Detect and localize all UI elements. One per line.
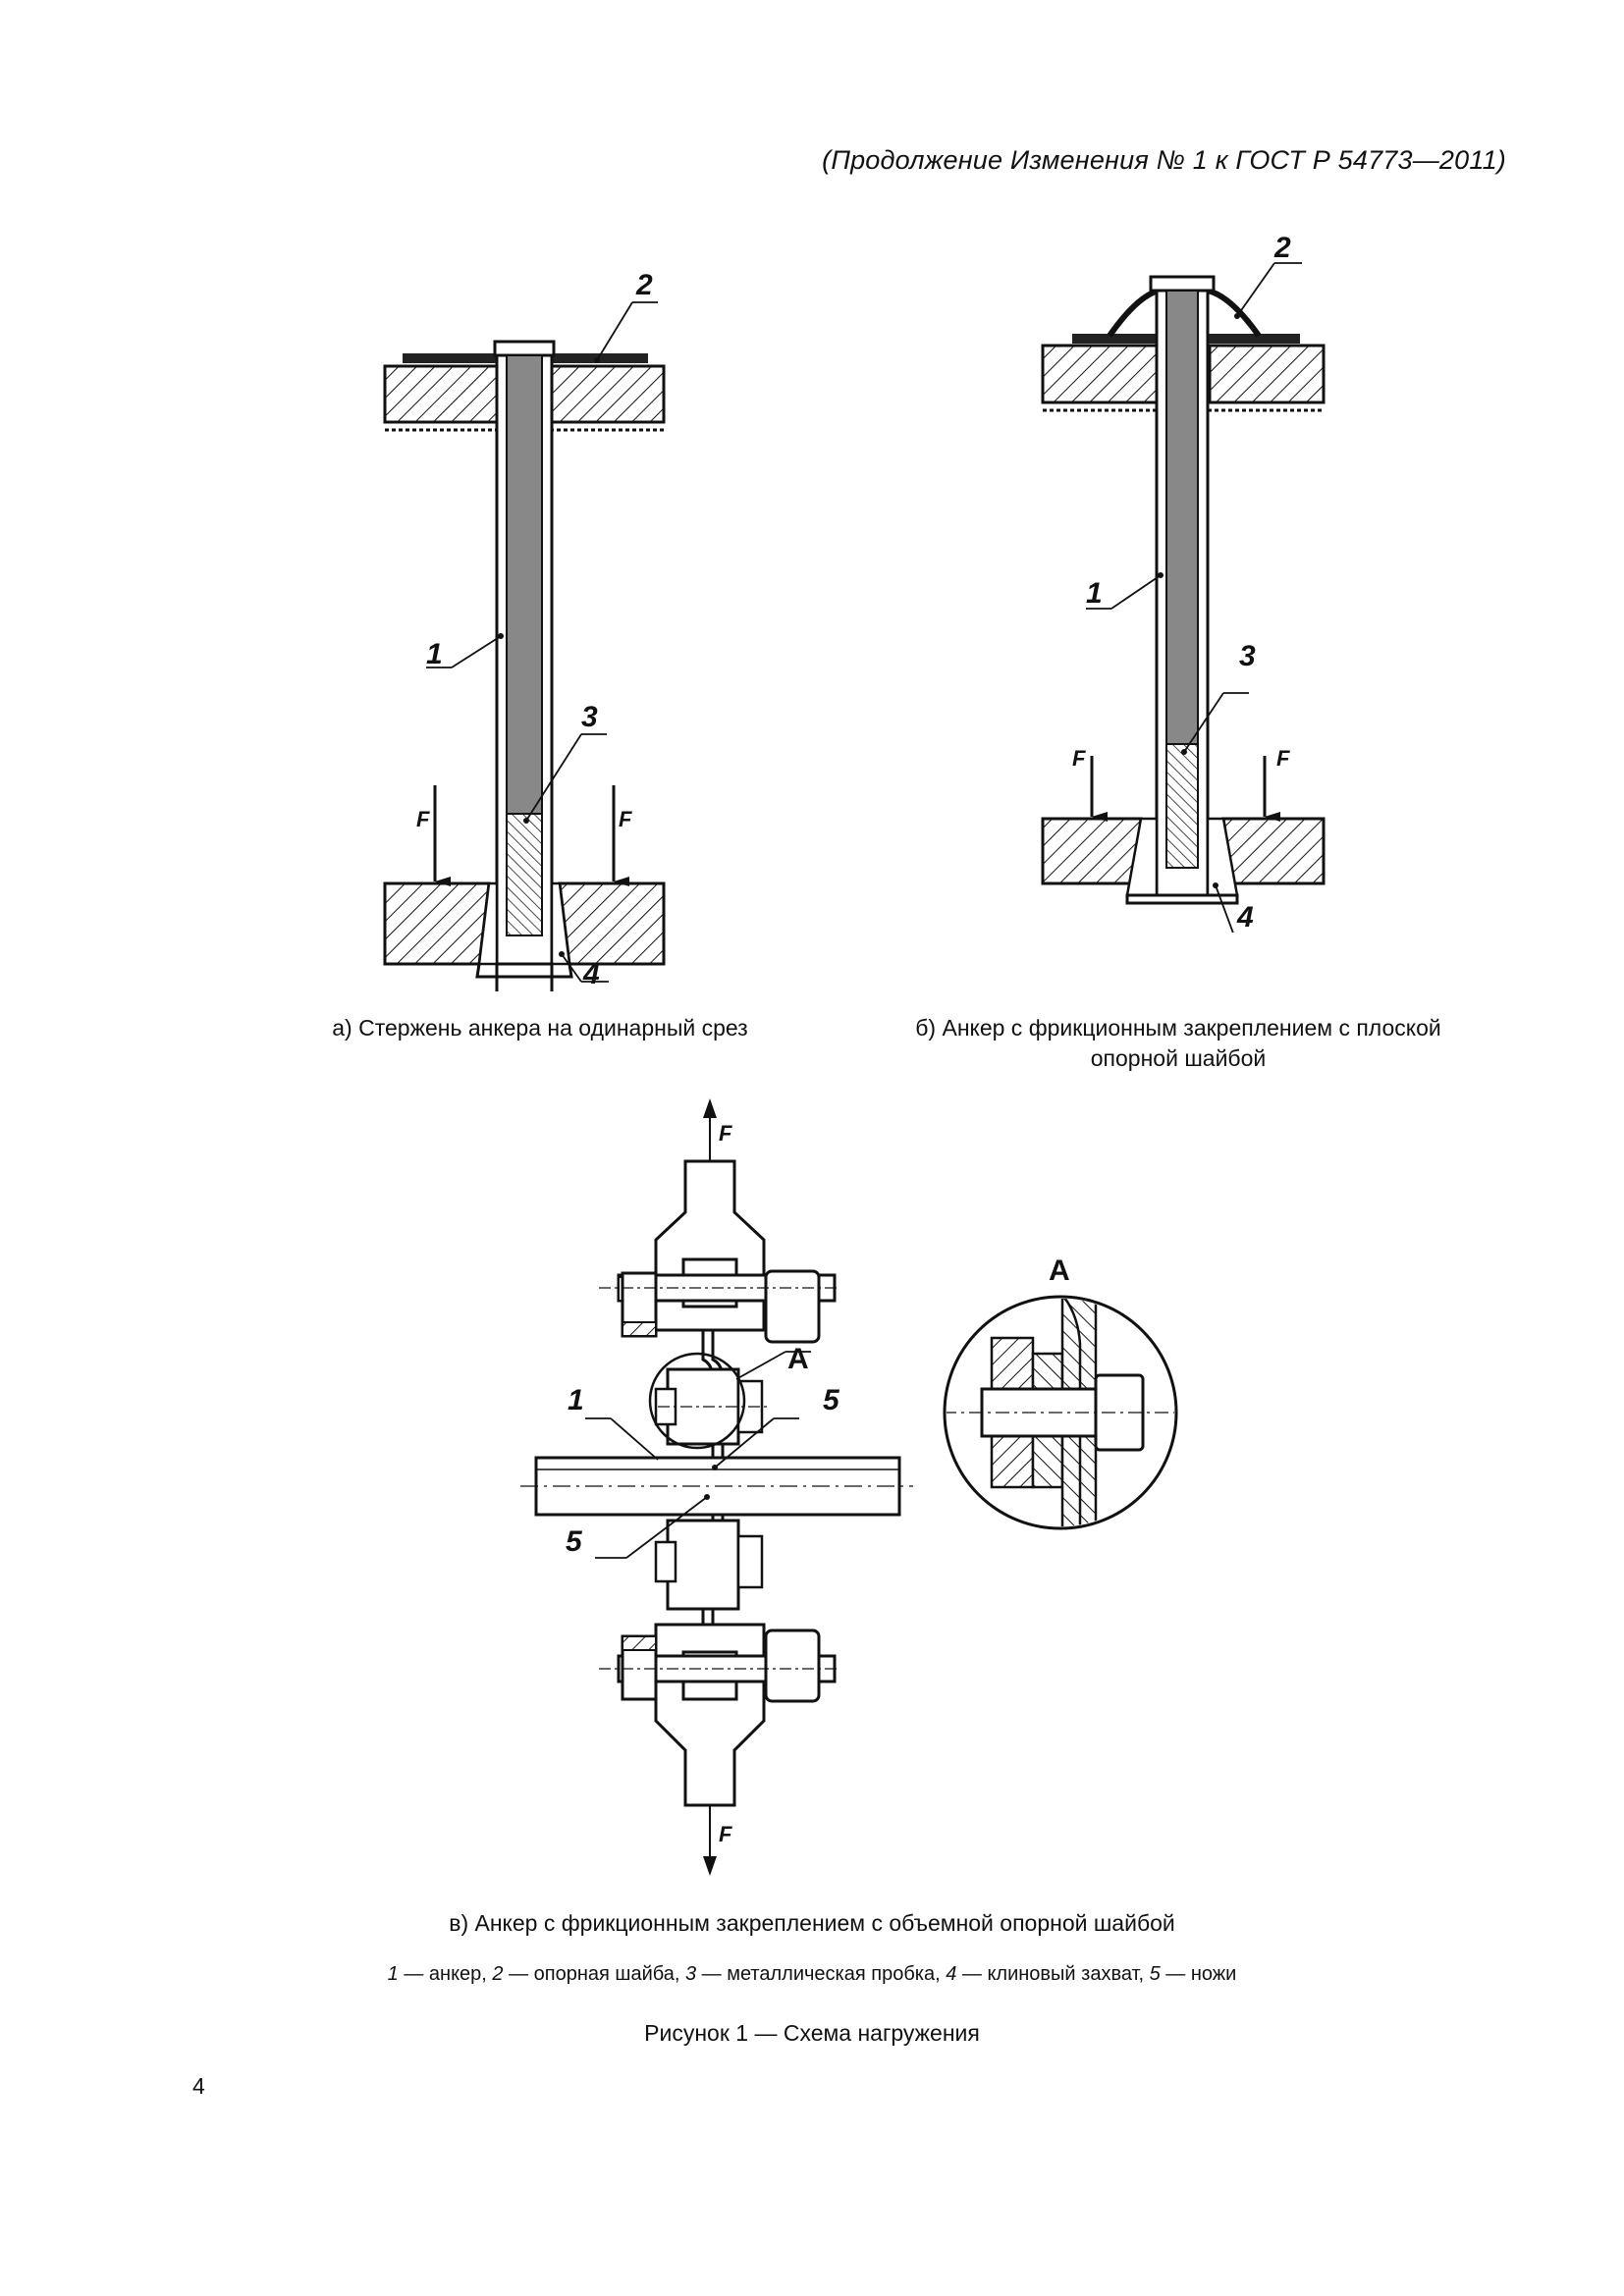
- bottom-plate: [385, 883, 489, 964]
- detail-label-a: А: [1049, 1255, 1070, 1287]
- figure-b-caption: [874, 1013, 1483, 1074]
- metal-plug: [1166, 744, 1198, 868]
- force-label: F: [416, 807, 430, 831]
- legend-num-3: 3: [684, 1963, 697, 1985]
- figure-c-drawing: [520, 1095, 1208, 1880]
- legend-text-2: — опорная шайба,: [503, 1963, 685, 1985]
- figure-b-caption-line1: б) Анкер с фрикционным закреплением с плоской: [915, 1015, 1441, 1041]
- page-header: (Продолжение Изменения № 1 к ГОСТ Р 54773—2011): [822, 145, 1506, 175]
- callout-3: 3: [581, 701, 598, 733]
- top-plate: [385, 366, 499, 422]
- top-plate: [550, 366, 664, 422]
- callout-1: 1: [1086, 577, 1103, 610]
- callout-1: 1: [568, 1384, 584, 1416]
- figure-b-drawing: [1031, 226, 1345, 933]
- callout-1: 1: [426, 638, 443, 670]
- legend-text-1: — анкер,: [398, 1963, 493, 1985]
- figure-legend: [0, 1963, 1624, 1986]
- figure-b-caption-line2: опорной шайбой: [1090, 1045, 1267, 1071]
- figure-c-caption: в) Анкер с фрикционным закреплением с объемной опорной шайбой: [449, 1910, 1175, 1936]
- callout-4: 4: [583, 958, 600, 990]
- legend-num-1: 1: [387, 1963, 399, 1985]
- force-label: F: [719, 1121, 732, 1146]
- force-label: F: [619, 807, 632, 831]
- callout-2: 2: [1274, 232, 1291, 264]
- detail-a-view: [943, 1285, 1178, 1540]
- legend-num-5: 5: [1149, 1963, 1161, 1985]
- figure-a-drawing: [373, 265, 697, 991]
- legend-num-4: 4: [946, 1963, 957, 1985]
- legend-num-2: 2: [492, 1963, 504, 1985]
- callout-5: 5: [566, 1525, 582, 1558]
- legend-text-3: — металлическая пробка,: [696, 1963, 947, 1985]
- metal-plug: [507, 814, 542, 935]
- force-label: F: [719, 1822, 732, 1846]
- callout-3: 3: [1239, 640, 1256, 672]
- callout-2: 2: [636, 269, 653, 301]
- callout-4: 4: [1237, 901, 1254, 934]
- force-label: F: [1276, 746, 1290, 771]
- figure-title: Рисунок 1 — Схема нагружения: [644, 2020, 980, 2046]
- figure-a-caption: а) Стержень анкера на одинарный срез: [332, 1015, 748, 1041]
- detail-label-a: А: [787, 1343, 809, 1375]
- callout-5: 5: [823, 1384, 839, 1416]
- legend-text-5: — ножи: [1160, 1963, 1237, 1985]
- legend-text-4: — клиновый захват,: [956, 1963, 1150, 1985]
- bottom-plate: [560, 883, 664, 964]
- force-label: F: [1072, 746, 1086, 771]
- page-number: 4: [192, 2073, 205, 2099]
